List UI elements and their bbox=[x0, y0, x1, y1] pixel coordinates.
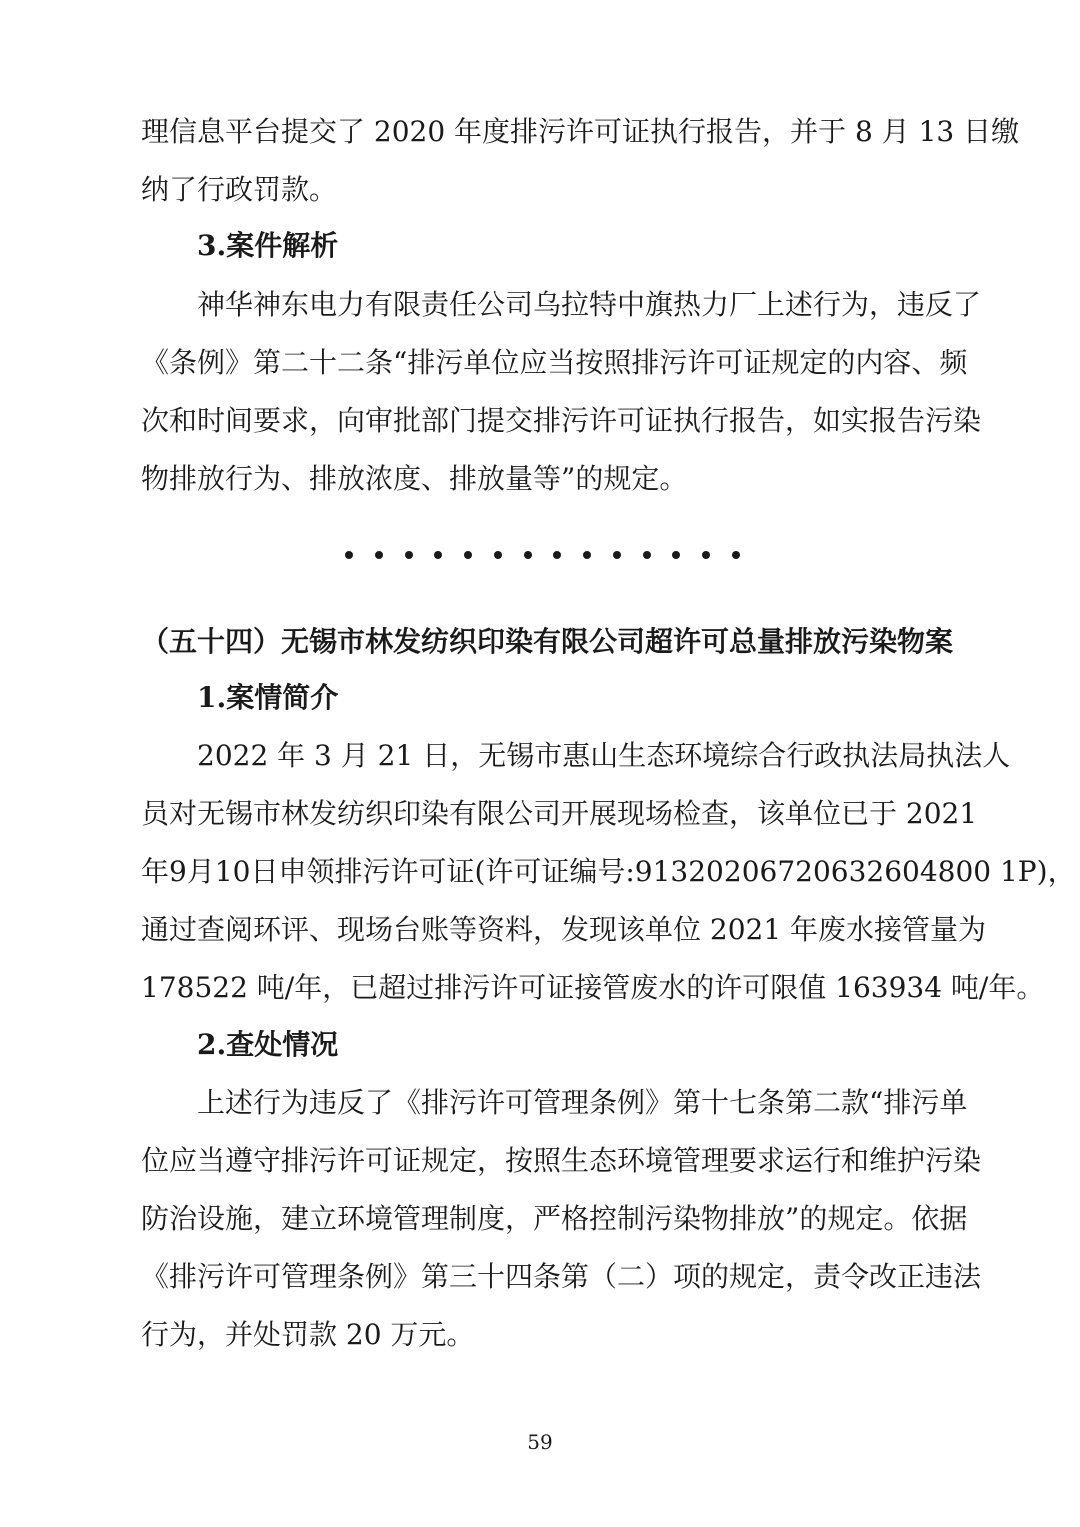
separator-dot bbox=[434, 551, 442, 559]
paragraph-line: 上述行为违反了《排污许可管理条例》第十七条第二款“排污单 bbox=[197, 1086, 968, 1119]
separator-dot bbox=[643, 551, 651, 559]
paragraph-line: 《排污许可管理条例》第三十四条第（二）项的规定，责令改正违法 bbox=[141, 1260, 982, 1293]
section-heading: 1.案情简介 bbox=[197, 681, 339, 714]
separator-dot bbox=[345, 551, 353, 559]
paragraph-line: 员对无锡市林发纺织印染有限公司开展现场检查，该单位已于 2021 bbox=[141, 797, 978, 830]
section-heading: 2.查处情况 bbox=[197, 1028, 339, 1061]
page-number: 59 bbox=[527, 1430, 553, 1454]
paragraph-line: 物排放行为、排放浓度、排放量等”的规定。 bbox=[141, 462, 688, 495]
case-title: （五十四）无锡市林发纺织印染有限公司超许可总量排放污染物案 bbox=[141, 625, 954, 658]
paragraph-line: 《条例》第二十二条“排污单位应当按照排污许可证规定的内容、频 bbox=[141, 346, 968, 379]
paragraph-line: 2022 年 3 月 21 日，无锡市惠山生态环境综合行政执法局执法人 bbox=[197, 739, 1011, 772]
paragraph-line: 行为，并处罚款 20 万元。 bbox=[141, 1318, 475, 1351]
paragraph-line: 178522 吨/年，已超过排污许可证接管废水的许可限值 163934 吨/年。 bbox=[141, 971, 1045, 1004]
separator-dot bbox=[553, 551, 561, 559]
paragraph-line: 神华神东电力有限责任公司乌拉特中旗热力厂上述行为，违反了 bbox=[197, 288, 982, 321]
separator-dot bbox=[494, 551, 502, 559]
paragraph-line: 位应当遵守排污许可证规定，按照生态环境管理要求运行和维护污染 bbox=[141, 1144, 982, 1177]
paragraph-line: 次和时间要求，向审批部门提交排污许可证执行报告，如实报告污染 bbox=[141, 404, 982, 437]
separator-dot bbox=[613, 551, 621, 559]
separator-dot bbox=[464, 551, 472, 559]
separator-dot bbox=[524, 551, 532, 559]
section-heading: 3.案件解析 bbox=[197, 229, 339, 262]
separator-dot bbox=[375, 551, 383, 559]
paragraph-line: 防治设施，建立环境管理制度，严格控制污染物排放”的规定。依据 bbox=[141, 1202, 968, 1235]
paragraph-line: 年9月10日申领排污许可证(许可证编号:91320206720632604800 1P)， bbox=[141, 855, 1076, 888]
paragraph-line: 通过查阅环评、现场台账等资料，发现该单位 2021 年废水接管量为 bbox=[141, 913, 987, 946]
separator-dots bbox=[345, 545, 740, 565]
separator-dot bbox=[583, 551, 591, 559]
separator-dot bbox=[702, 551, 710, 559]
separator-dot bbox=[732, 551, 740, 559]
paragraph-line: 理信息平台提交了 2020 年度排污许可证执行报告，并于 8 月 13 日缴 bbox=[141, 115, 1020, 148]
paragraph-line: 纳了行政罚款。 bbox=[141, 173, 338, 206]
separator-dot bbox=[672, 551, 680, 559]
separator-dot bbox=[405, 551, 413, 559]
